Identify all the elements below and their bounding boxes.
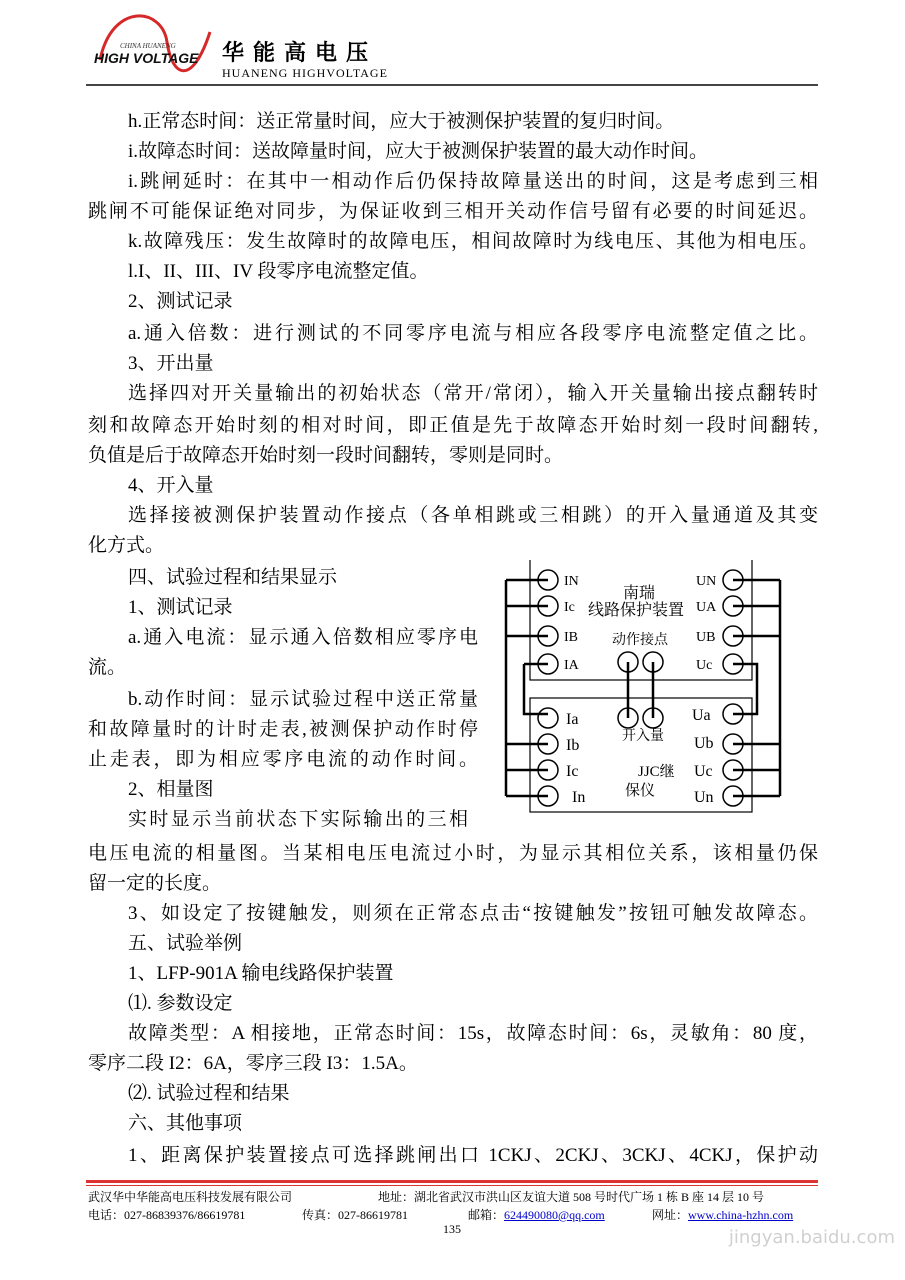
body-line: 五、试验举例: [128, 933, 243, 954]
body-line: ⑵. 试验过程和结果: [128, 1083, 290, 1104]
body-line: 实时显示当前状态下实际输出的三相: [128, 809, 468, 830]
body-line: ⑴. 参数设定: [128, 993, 233, 1014]
email-link[interactable]: 624490080@qq.com: [504, 1208, 605, 1222]
body-line: i.故障态时间：送故障量时间，应大于被测保护装置的最大动作时间。: [128, 141, 709, 162]
footer-email: [468, 1206, 605, 1223]
body-line: b.动作时间：显示试验过程中送正常量: [128, 689, 478, 710]
terminal-label: Ia: [566, 711, 579, 728]
terminal-circle: [538, 708, 558, 728]
body-line: 四、试验过程和结果显示: [128, 567, 338, 588]
body-line: 3、如设定了按键触发，则须在正常态点击“按键触发”按钮可触发故障态。: [128, 903, 818, 924]
terminal-label: Ic: [566, 763, 579, 780]
body-line: 4、开入量: [128, 475, 214, 496]
terminal-label: Ub: [694, 735, 714, 752]
binary-input-label: 开入量: [622, 729, 664, 744]
page-number: 135: [443, 1222, 461, 1236]
terminal-label: In: [572, 789, 586, 806]
device-title: JJC继: [638, 764, 675, 780]
watermark: jingyan.baidu.com: [728, 1227, 895, 1248]
body-line: 故障类型：A 相接地，正常态时间：15s，故障态时间：6s，灵敏角：80 度，: [128, 1023, 818, 1044]
body-line: 负值是后于故障态开始时刻一段时间翻转，零则是同时。: [88, 445, 564, 466]
body-line: i.跳闸延时：在其中一相动作后仍保持故障量送出的时间，这是考虑到三相: [128, 171, 818, 192]
footer-fax: 传真：027-86619781: [302, 1208, 408, 1222]
terminal-label: IB: [564, 630, 578, 645]
body-line: 选择接被测保护装置动作接点（各单相跳或三相跳）的开入量通道及其变: [128, 505, 818, 526]
body-line: a.通入电流：显示通入倍数相应零序电: [128, 627, 478, 648]
body-line: 1、测试记录: [128, 597, 233, 618]
body-line: 流。: [88, 657, 127, 678]
body-line: 留一定的长度。: [88, 873, 222, 894]
terminal-label: Ic: [564, 600, 575, 615]
body-line: 零序二段 I2：6A，零序三段 I3：1.5A。: [88, 1053, 418, 1074]
body-line: 止走表，即为相应零序电流的动作时间。: [88, 749, 478, 770]
wiring-diagram: [500, 560, 785, 815]
website-link[interactable]: www.china-hzhn.com: [688, 1208, 794, 1222]
body-line: 和故障量时的计时走表,被测保护动作时停: [88, 719, 478, 740]
header-title-en: HUANENG HIGHVOLTAGE: [222, 66, 388, 80]
logo-small-text: CHINA HUANENG: [120, 42, 176, 50]
footer-phone: 电话：027-86839376/86619781: [88, 1208, 246, 1222]
body-line: 3、开出量: [128, 353, 214, 374]
body-line: k.故障残压：发生故障时的故障电压，相间故障时为线电压、其他为相电压。: [128, 231, 818, 252]
terminal-label: UB: [696, 630, 716, 645]
body-line: 电压电流的相量图。当某相电压电流过小时，为显示其相位关系，该相量仍保: [88, 843, 818, 864]
header-title-cn: 华能高电压: [222, 41, 378, 66]
device-title: 保仪: [625, 783, 656, 799]
footer-address: 地址：湖北省武汉市洪山区友谊大道 508 号时代广场 1 栋 B 座 14 层 10 号: [378, 1190, 765, 1204]
body-line: 刻和故障态开始时刻的相对时间，即正值是先于故障态开始时刻一段时间翻转,: [88, 415, 818, 436]
footer-divider: [86, 1185, 818, 1186]
body-line: 六、其他事项: [128, 1113, 243, 1134]
body-line: 跳闸不可能保证绝对同步，为保证收到三相开关动作信号留有必要的时间延迟。: [88, 201, 818, 222]
body-line: l.I、II、III、IV 段零序电流整定值。: [128, 261, 429, 282]
body-line: a.通入倍数：进行测试的不同零序电流与相应各段零序电流整定值之比。: [128, 323, 818, 344]
web-label: 网址：: [652, 1208, 689, 1222]
footer-divider: [86, 1180, 818, 1183]
body-line: 化方式。: [88, 535, 165, 556]
terminal-label: UN: [696, 574, 717, 589]
contacts-label: 动作接点: [612, 633, 668, 648]
company-logo: [92, 12, 217, 84]
body-line: 选择四对开关量输出的初始状态（常开/常闭），输入开关量输出接点翻转时: [128, 383, 818, 404]
body-line: 2、相量图: [128, 779, 214, 800]
body-line: 1、距离保护装置接点可选择跳闸出口 1CKJ、2CKJ、3CKJ、4CKJ，保护动: [128, 1145, 818, 1166]
body-line: 2、测试记录: [128, 291, 233, 312]
terminal-label: Ua: [692, 707, 711, 724]
device-title: 南瑞: [623, 585, 656, 602]
logo-big-text: HIGH VOLTAGE: [94, 50, 199, 66]
body-line: h.正常态时间：送正常量时间，应大于被测保护装置的复归时间。: [128, 111, 675, 132]
footer-company: 武汉华中华能高电压科技发展有限公司: [88, 1190, 293, 1204]
device-title: 线路保护装置: [588, 602, 685, 619]
footer-website: [652, 1206, 793, 1223]
terminal-label: IA: [564, 658, 579, 673]
body-line: 1、LFP-901A 输电线路保护装置: [128, 963, 394, 984]
terminal-label: UA: [696, 600, 717, 615]
header-divider: [86, 84, 818, 86]
terminal-label: Uc: [694, 763, 713, 780]
terminal-label: Un: [694, 789, 714, 806]
terminal-label: Uc: [696, 658, 713, 673]
terminal-label: Ib: [566, 737, 580, 754]
terminal-label: IN: [564, 574, 579, 589]
email-label: 邮箱：: [468, 1208, 505, 1222]
